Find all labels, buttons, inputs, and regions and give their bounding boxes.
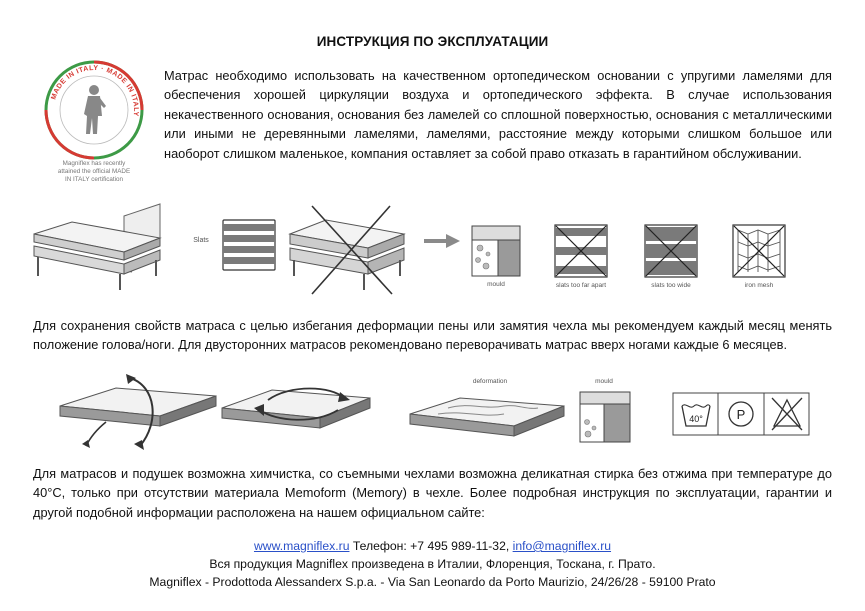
mould-icon-2 [578,390,632,444]
mould-icon [468,222,524,278]
slats-too-far-apart-icon [554,224,608,278]
rotate-mattress-illustration [220,378,380,448]
paragraph-base-requirements: Матрас необходимо использовать на качественном ортопедическом основании с упругими ламелями для обеспечения хорошей циркуляции воздуха и ортопедического эффекта. В случае использования некачественного основания, основания без ламелей со сплошной поверхностью, основания с металлическими или иными не деревянными ламелями, ламелями, расстояние между которыми слишком большое или наоборот слишком маленькое, компания оставляет за собой право отказать в гарантийном обслуживании. [164,68,832,161]
iron-mesh-label: iron mesh [744,282,774,289]
slats-too-wide-icon [644,224,698,278]
paragraph-rotation: Для сохранения свойств матраса с целью избегания деформации пены или замятия чехла мы рекомендуем каждый месяц менять положение голова/ноги. Для двусторонних матрасов рекомендовано переворачивать матрас вверх ногами каждые 6 месяцев. [33,318,832,353]
slats-icon [222,219,276,271]
email-link[interactable]: info@magniflex.ru [512,539,612,553]
certification-caption: Magniflex has recently attained the official MADE IN ITALY certification [57,160,131,183]
mould-label: mould [487,281,505,288]
flip-mattress-illustration [56,374,226,454]
slats-label: Slats [193,237,209,244]
slats-too-wide-label: slats too wide [651,282,691,289]
website-link[interactable]: www.magniflex.ru [253,539,350,553]
care-symbols-panel [672,392,810,436]
footer-contacts [0,537,865,555]
mould-label-2: mould [595,378,613,385]
dry-clean-letter: P [736,407,746,422]
deformation-illustration [408,388,568,452]
page-title: ИНСТРУКЦИЯ ПО ЭКСПЛУАТАЦИИ [316,34,549,49]
logo-ring-text: MADE IN ITALY · MADE IN ITALY [50,64,140,117]
paragraph-cleaning: Для матрасов и подушек возможна химчистка, со съемными чехлами возможна деликатная стирка без отжима при температуре до 40°C, только при отсутствии материала Memoform (Memory) в чехле. Более подробная инструкция по эксплуатации, гарантии и другой подобной информации расположена на нашем официальном сайте: [33,466,832,520]
crossed-bed-illustration [284,204,414,296]
arrow-right-icon [424,234,460,248]
footer-origin: Вся продукция Magniflex произведена в Италии, Флоренция, Тоскана, г. Прато. [209,557,656,571]
made-in-italy-logo [42,58,146,162]
slats-too-far-apart-label: slats too far apart [555,282,607,289]
bed-on-slats-illustration [28,202,168,294]
deformation-label: deformation [472,378,508,385]
footer-address: Magniflex - Prodottoda Alessanderx S.p.a. - Via San Leonardo da Porto Maurizio, 24/26/28 - 59100 Prato [149,575,716,589]
wash-temp: 40° [689,414,703,424]
iron-mesh-icon [732,224,786,278]
phone-text: Телефон: +7 495 989-11-32, [349,539,513,553]
